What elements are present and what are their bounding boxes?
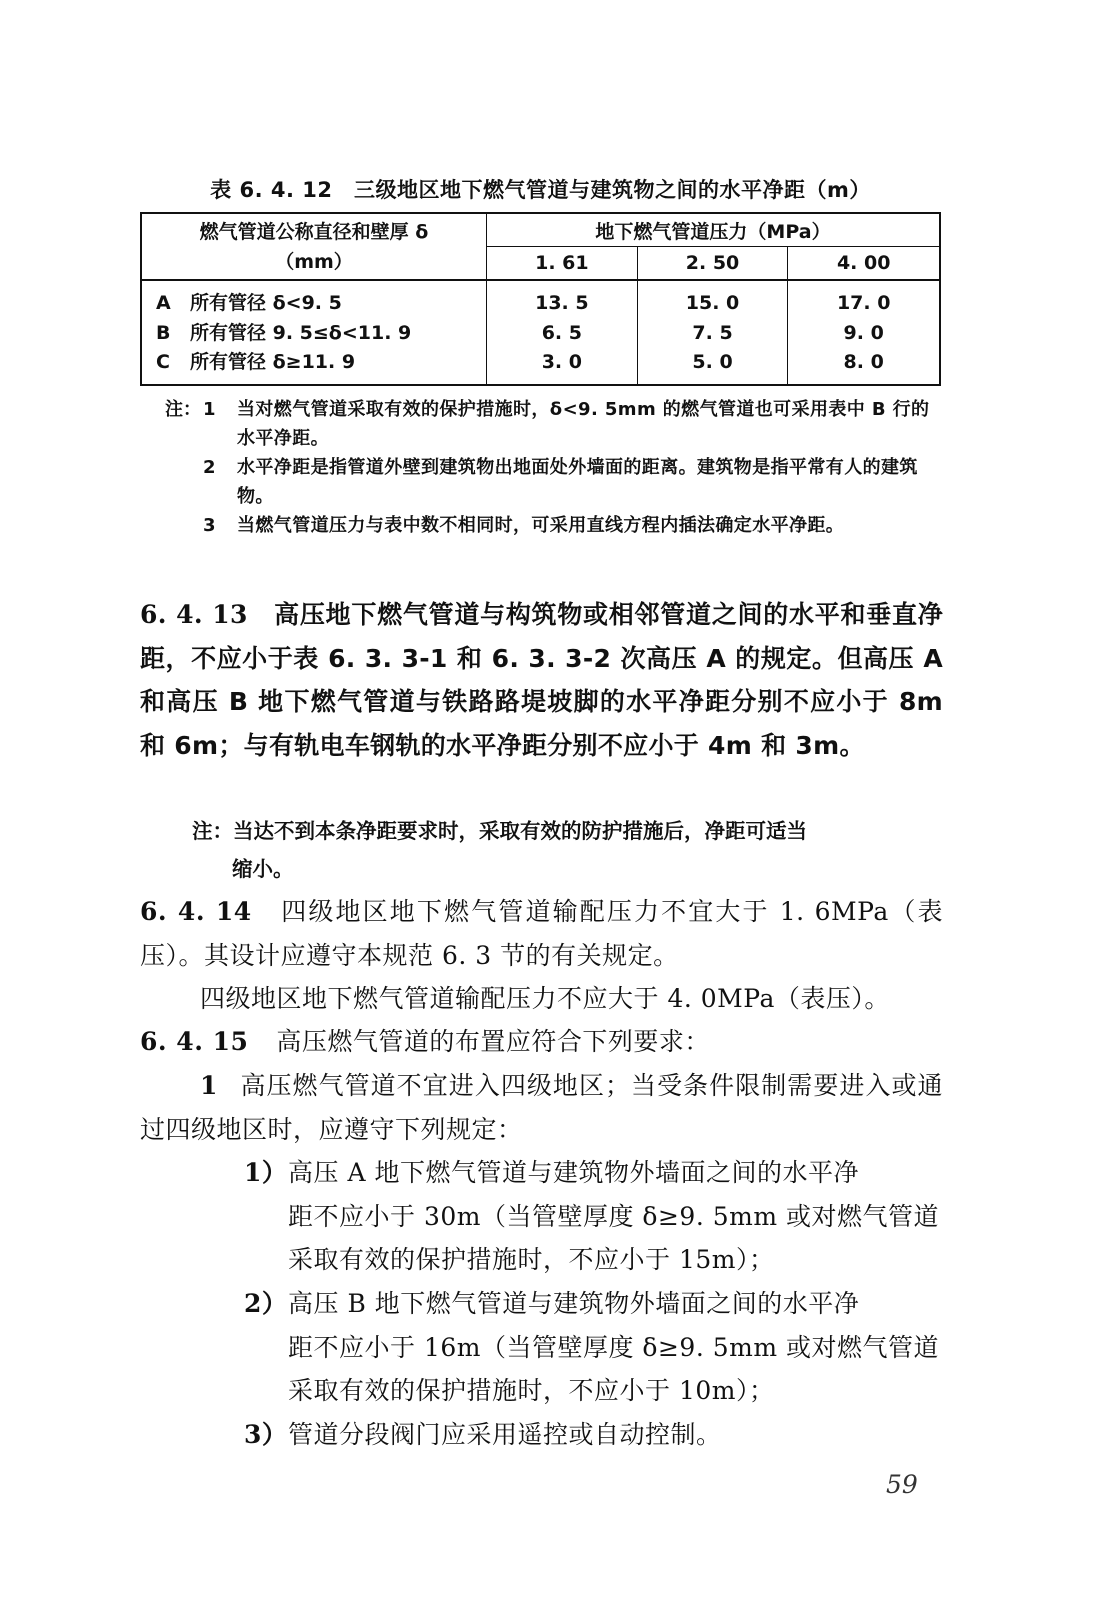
sub-item: 1）高压 A 地下燃气管道与建筑物外墙面之间的水平净 距不应小于 30m（当管壁厚度 δ≥9. 5mm 或对燃气管道采取有效的保护措施时，不应小于 15m）；: [244, 1158, 939, 1274]
pressure-header-1: 1. 61: [487, 247, 638, 281]
table-note: 注： 1 当对燃气管道采取有效的保护措施时，δ<9. 5mm 的燃气管道也可采用表中 B 行的水平净距。: [165, 396, 945, 453]
table-row-label: A 所有管径 δ<9. 5: [156, 292, 342, 314]
row-labels-cell: [141, 280, 487, 385]
clause-number: 6. 4. 14: [140, 897, 252, 926]
values-col-1: [487, 280, 638, 385]
table-cell: 8. 0: [843, 351, 884, 373]
clause-number: 6. 4. 13: [140, 600, 248, 629]
sub-item: 2）高压 B 地下燃气管道与建筑物外墙面之间的水平净 距不应小于 16m（当管壁厚度 δ≥9. 5mm 或对燃气管道采取有效的保护措施时，不应小于 10m）；: [244, 1289, 939, 1405]
clause-text: 高压燃气管道的布置应符合下列要求：: [276, 1027, 710, 1056]
clearance-table: [140, 212, 941, 386]
table-cell: 3. 0: [541, 351, 582, 373]
diameter-header-line2: （mm）: [275, 250, 353, 273]
table-cell: 9. 0: [843, 321, 884, 344]
table-cell: 5. 0: [692, 351, 733, 373]
values-col-2: [637, 280, 788, 385]
clause-6-4-13: [140, 593, 943, 767]
table-notes: [165, 396, 945, 542]
table-cell: 17. 0: [836, 292, 891, 314]
table-cell: 15. 0: [685, 292, 740, 314]
clause-text: 四级地区地下燃气管道输配压力不宜大于 1. 6MPa（表压）。其设计应遵守本规范 6. 3 节的有关规定。: [140, 897, 943, 970]
values-col-3: [788, 280, 940, 385]
clause-6-4-14-para2: 四级地区地下燃气管道输配压力不应大于 4. 0MPa（表压）。: [200, 984, 890, 1013]
note-lead: 注：: [165, 399, 201, 420]
table-row-label: B 所有管径 9. 5≤δ<11. 9: [156, 321, 412, 344]
sub-item: 3）管道分段阀门应采用遥控或自动控制。: [244, 1420, 722, 1449]
table-cell: 13. 5: [535, 292, 589, 314]
pressure-header-2: 2. 50: [637, 247, 788, 281]
clause-text: 高压地下燃气管道与构筑物或相邻管道之间的水平和垂直净距，不应小于表 6. 3. 3-1 和 6. 3. 3-2 次高压 A 的规定。但高压 A 和高压 B 地下燃气管道与铁路路堤坡脚的水平净距分别不应小于 8m 和 6m；与有轨电车钢轨的水平净距分别不应小于 4m 和 3m。: [140, 600, 943, 760]
table-cell: 6. 5: [541, 321, 582, 344]
table-note: 3 当燃气管道压力与表中数不相同时，可采用直线方程内插法确定水平净距。: [203, 515, 845, 536]
clause-6-4-15-item-1: 1 高压燃气管道不宜进入四级地区；当受条件限制需要进入或通过四级地区时，应遵守下列规定：: [140, 1071, 943, 1144]
clause-number: 6. 4. 15: [140, 1027, 249, 1056]
clause-6-4-14: [140, 890, 943, 977]
table-note: 2 水平净距是指管道外壁到建筑物出地面处外墙面的距离。建筑物是指平常有人的建筑物。: [203, 457, 918, 507]
clause-6-4-15: [140, 1020, 943, 1064]
diameter-header: [141, 213, 487, 280]
page-number: 59: [886, 1470, 918, 1499]
table-row-label: C 所有管径 δ≥11. 9: [156, 351, 356, 373]
table-cell: 7. 5: [692, 321, 733, 344]
pressure-header-3: 4. 00: [788, 247, 940, 281]
clause-6-4-13-note: 注：当达不到本条净距要求时，采取有效的防护措施后，净距可适当 缩小。: [192, 819, 807, 881]
pressure-group-header: 地下燃气管道压力（MPa）: [487, 213, 941, 247]
table-caption: 表 6. 4. 12 三级地区地下燃气管道与建筑物之间的水平净距（m）: [210, 178, 871, 202]
diameter-header-line1: 燃气管道公称直径和壁厚 δ: [199, 220, 429, 243]
